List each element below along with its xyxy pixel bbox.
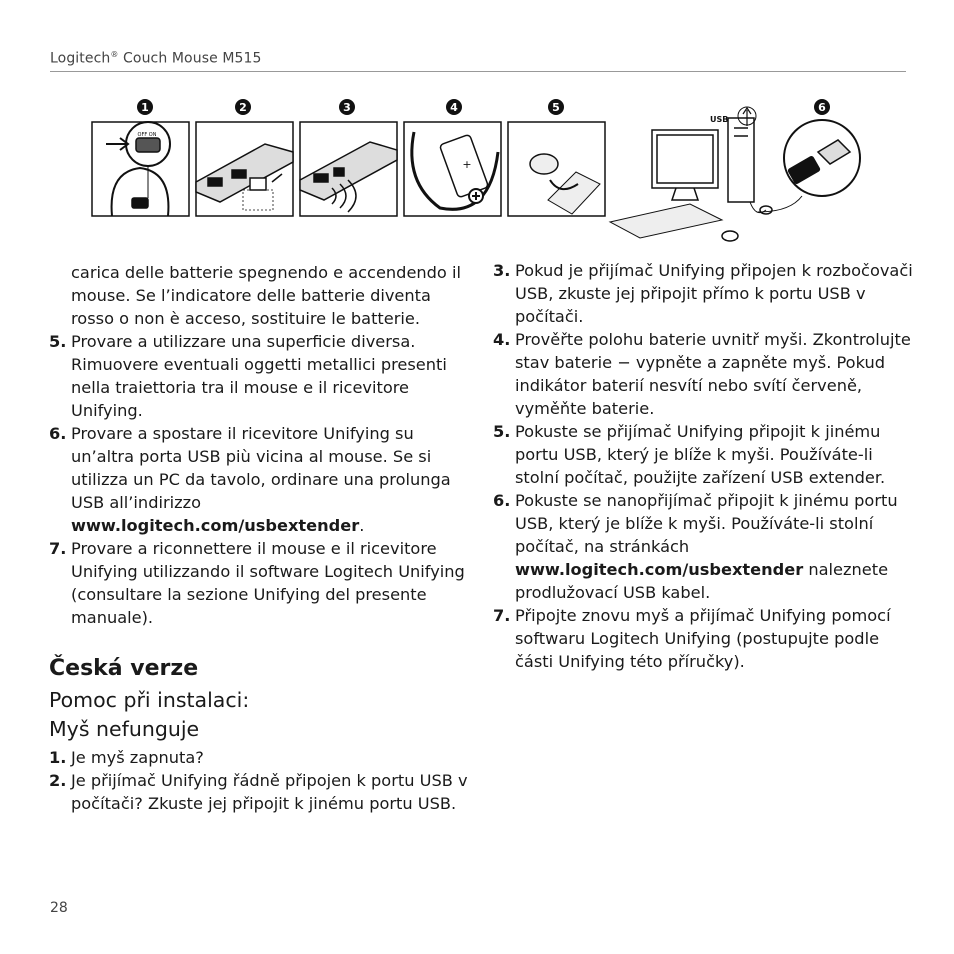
section-title: Česká verze bbox=[49, 656, 199, 681]
left-column bbox=[49, 261, 469, 815]
item-text: Prověřte polohu baterie uvnitř myši. Zkontrolujte stav baterie − vypněte a zapněte myš. Pokud indikátor baterií nesvítí nebo svítí červeně, vyměňte baterie. bbox=[515, 330, 911, 418]
header-brand: Logitech bbox=[50, 50, 111, 67]
list-item: 6. Provare a spostare il ricevitore Unifying su un’altra porta USB più vicina al mouse. Se si utilizza un PC da tavolo, ordinare una prolunga USB all’indirizzo www.logitech.com/usbextender. bbox=[49, 424, 451, 535]
step-number-1: 1 bbox=[141, 101, 149, 114]
item-text: Provare a riconnettere il mouse e il ricevitore Unifying utilizzando il software Logitech Unifying (consultare la sezione Unifying del presente manuale). bbox=[71, 539, 465, 627]
list-item bbox=[49, 537, 469, 629]
panel-4-battery bbox=[404, 122, 501, 216]
item-number: 4. bbox=[493, 330, 511, 349]
list-item bbox=[49, 746, 469, 769]
item-number: 5. bbox=[49, 332, 67, 351]
list-item bbox=[49, 769, 469, 815]
item-text: Je přijímač Unifying řádně připojen k portu USB v počítači? Zkuste jej připojit k jinému portu USB. bbox=[71, 771, 468, 813]
step-number-5: 5 bbox=[552, 101, 560, 114]
panel-2-receiver-laptop bbox=[196, 122, 293, 216]
item-number: 5. bbox=[493, 422, 511, 441]
item-text: Pokud je přijímač Unifying připojen k rozbočovači USB, zkuste jej připojit přímo k portu USB v počítači. bbox=[515, 261, 913, 326]
continued-text: carica delle batterie spegnendo e accendendo il mouse. Se l’indicatore delle batterie diventa rosso o non è acceso, sostituire le batterie. bbox=[71, 263, 461, 328]
list-item bbox=[493, 259, 913, 328]
usb-extender-link[interactable]: www.logitech.com/usbextender bbox=[71, 516, 360, 535]
panel-5-surface bbox=[508, 122, 605, 216]
item-text: Provare a spostare il ricevitore Unifying su un’altra porta USB più vicina al mouse. Se si utilizza un PC da tavolo, ordinare una prolunga USB all’indirizzo bbox=[71, 424, 451, 512]
item-number: 7. bbox=[49, 539, 67, 558]
step-number-6: 6 bbox=[818, 101, 826, 114]
switch-label: OFF ON bbox=[137, 132, 157, 138]
item-text: Připojte znovu myš a přijímač Unifying pomocí softwaru Logitech Unifying (postupujte podle části Unifying této příručky). bbox=[515, 606, 891, 671]
item-text: Provare a utilizzare una superficie diversa. Rimuovere eventuali oggetti metallici presenti nella traiettoria tra il mouse e il ricevitore Unifying. bbox=[71, 332, 447, 420]
panel-6-desktop-extender bbox=[610, 107, 860, 241]
item-text: Je myš zapnuta? bbox=[71, 748, 204, 767]
header-rule bbox=[50, 71, 906, 72]
usb-extender-link[interactable]: www.logitech.com/usbextender bbox=[515, 560, 804, 579]
list-item bbox=[49, 330, 469, 422]
registered-mark: ® bbox=[110, 50, 119, 59]
step-number-4: 4 bbox=[450, 101, 458, 114]
battery-plus: + bbox=[462, 158, 472, 171]
item-text: Pokuste se nanopřijímač připojit k jinému portu USB, který je blíže k myši. Používáte-li stolní počítač, na stránkách bbox=[515, 491, 898, 556]
header-product: Couch Mouse M515 bbox=[123, 50, 262, 67]
item-number: 6. bbox=[49, 424, 67, 443]
page-header bbox=[50, 50, 262, 67]
troubleshooting-illustration bbox=[50, 92, 906, 247]
step-number-2: 2 bbox=[239, 101, 247, 114]
item-number: 3. bbox=[493, 261, 511, 280]
item-number: 7. bbox=[493, 606, 511, 625]
list-item bbox=[493, 604, 913, 673]
item-number: 2. bbox=[49, 771, 67, 790]
list-item bbox=[493, 328, 913, 420]
panel-3-receiver-plugged bbox=[300, 122, 397, 216]
item-number: 6. bbox=[493, 491, 511, 510]
item-number: 1. bbox=[49, 748, 67, 767]
item-text: Pokuste se přijímač Unifying připojit k jinému portu USB, který je blíže k myši. Používáte-li stolní počítač, použijte zařízení USB extender. bbox=[515, 422, 886, 487]
right-column bbox=[493, 259, 913, 673]
usb-label: USB bbox=[710, 115, 729, 124]
list-item bbox=[493, 420, 913, 489]
step-number-3: 3 bbox=[343, 101, 351, 114]
section-subtitle: Pomoc při instalaci: Myš nefunguje bbox=[49, 688, 250, 741]
page-number: 28 bbox=[50, 900, 68, 916]
list-item: 6. Pokuste se nanopřijímač připojit k jinému portu USB, který je blíže k myši. Používáte-li stolní počítač, na stránkách www.logitech.com/usbextender naleznete prodlužovací USB kabel. bbox=[493, 491, 898, 602]
